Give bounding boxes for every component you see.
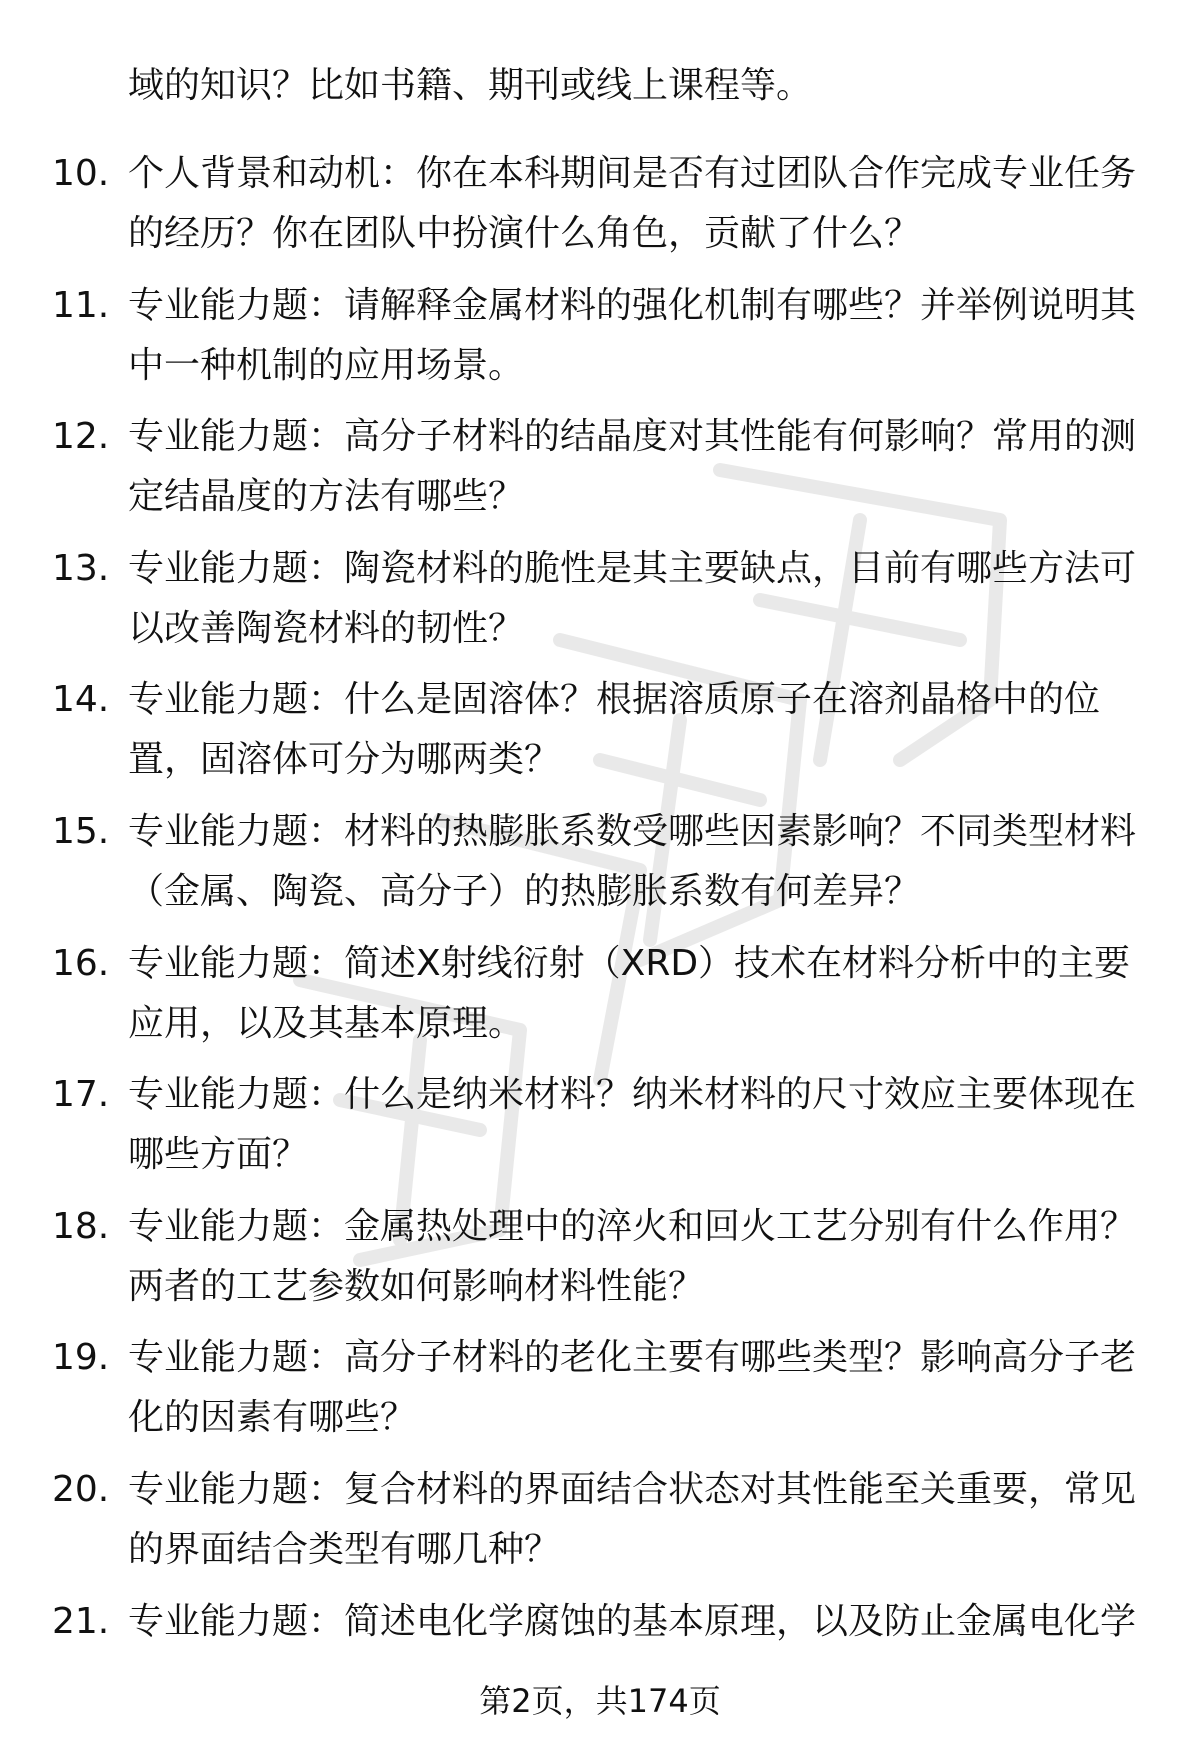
question-line: 的经历？你在团队中扮演什么角色，贡献了什么？ <box>128 213 921 254</box>
question-line: 专业能力题：请解释金属材料的强化机制有哪些？并举例说明其 <box>128 284 1137 326</box>
question-number: 12. <box>52 416 110 458</box>
question-number: 21. <box>52 1600 110 1642</box>
question-number: 20. <box>52 1468 110 1510</box>
question-number: 15. <box>52 810 110 852</box>
question-text <box>128 1460 1148 1580</box>
question-number: 17. <box>52 1074 110 1116</box>
question-list <box>0 144 1200 1723</box>
question-line: 两者的工艺参数如何影响材料性能？ <box>128 1265 705 1307</box>
question-number: 11. <box>52 284 110 326</box>
question-line: 中一种机制的应用场景。 <box>128 344 525 386</box>
question-number: 13. <box>52 547 110 589</box>
question-number: 19. <box>52 1337 110 1379</box>
continuation-text: 域的知识？比如书籍、期刊或线上课程等。 <box>128 65 813 106</box>
question-item <box>0 407 1200 539</box>
question-item <box>0 1328 1200 1460</box>
question-line: 专业能力题：材料的热膨胀系数受哪些因素影响？不同类型材料 <box>128 810 1137 852</box>
question-number: 18. <box>52 1205 110 1247</box>
question-text <box>128 144 1148 264</box>
question-number: 16. <box>52 942 110 984</box>
question-number: 14. <box>52 679 110 721</box>
question-line: 的界面结合类型有哪几种？ <box>128 1528 561 1570</box>
question-text <box>128 407 1148 527</box>
question-text <box>128 1065 1148 1185</box>
question-line: 专业能力题：金属热处理中的淬火和回火工艺分别有什么作用？ <box>128 1205 1137 1247</box>
question-line: 专业能力题：高分子材料的老化主要有哪些类型？影响高分子老 <box>128 1337 1137 1379</box>
question-text <box>128 1197 1148 1317</box>
question-item <box>0 1065 1200 1197</box>
question-line: 专业能力题：高分子材料的结晶度对其性能有何影响？常用的测 <box>128 416 1137 458</box>
question-line: 化的因素有哪些？ <box>128 1397 417 1439</box>
question-line: 置，固溶体可分为哪两类？ <box>128 739 561 781</box>
question-number: 10. <box>52 153 110 194</box>
question-line: 专业能力题：简述X射线衍射（XRD）技术在材料分析中的主要 <box>128 942 1131 984</box>
question-line: 专业能力题：复合材料的界面结合状态对其性能至关重要，常见 <box>128 1468 1137 1510</box>
question-item <box>0 1460 1200 1592</box>
question-text <box>128 934 1148 1054</box>
question-item <box>0 276 1200 408</box>
question-line: （金属、陶瓷、高分子）的热膨胀系数有何差异？ <box>128 870 921 912</box>
question-item <box>0 670 1200 802</box>
question-text <box>128 1328 1148 1448</box>
question-line: 以改善陶瓷材料的韧性？ <box>128 607 525 649</box>
question-text <box>128 1592 1148 1652</box>
question-line: 哪些方面？ <box>128 1134 309 1176</box>
question-line: 定结晶度的方法有哪些？ <box>128 476 525 518</box>
question-text <box>128 539 1148 659</box>
question-item <box>0 802 1200 934</box>
question-item <box>0 934 1200 1066</box>
question-line: 个人背景和动机：你在本科期间是否有过团队合作完成专业任务 <box>128 153 1137 194</box>
question-line: 专业能力题：陶瓷材料的脆性是其主要缺点，目前有哪些方法可 <box>128 547 1137 589</box>
question-item <box>0 144 1200 276</box>
question-text <box>128 276 1148 396</box>
question-line: 专业能力题：简述电化学腐蚀的基本原理，以及防止金属电化学 <box>128 1600 1137 1642</box>
question-text <box>128 670 1148 790</box>
question-line: 专业能力题：什么是纳米材料？纳米材料的尺寸效应主要体现在 <box>128 1074 1137 1116</box>
page-footer: 第2页，共174页 <box>479 1682 721 1720</box>
question-line: 专业能力题：什么是固溶体？根据溶质原子在溶剂晶格中的位 <box>128 679 1101 721</box>
question-item <box>0 1197 1200 1329</box>
question-text <box>128 802 1148 922</box>
question-item <box>0 539 1200 671</box>
question-line: 应用，以及其基本原理。 <box>128 1002 525 1044</box>
